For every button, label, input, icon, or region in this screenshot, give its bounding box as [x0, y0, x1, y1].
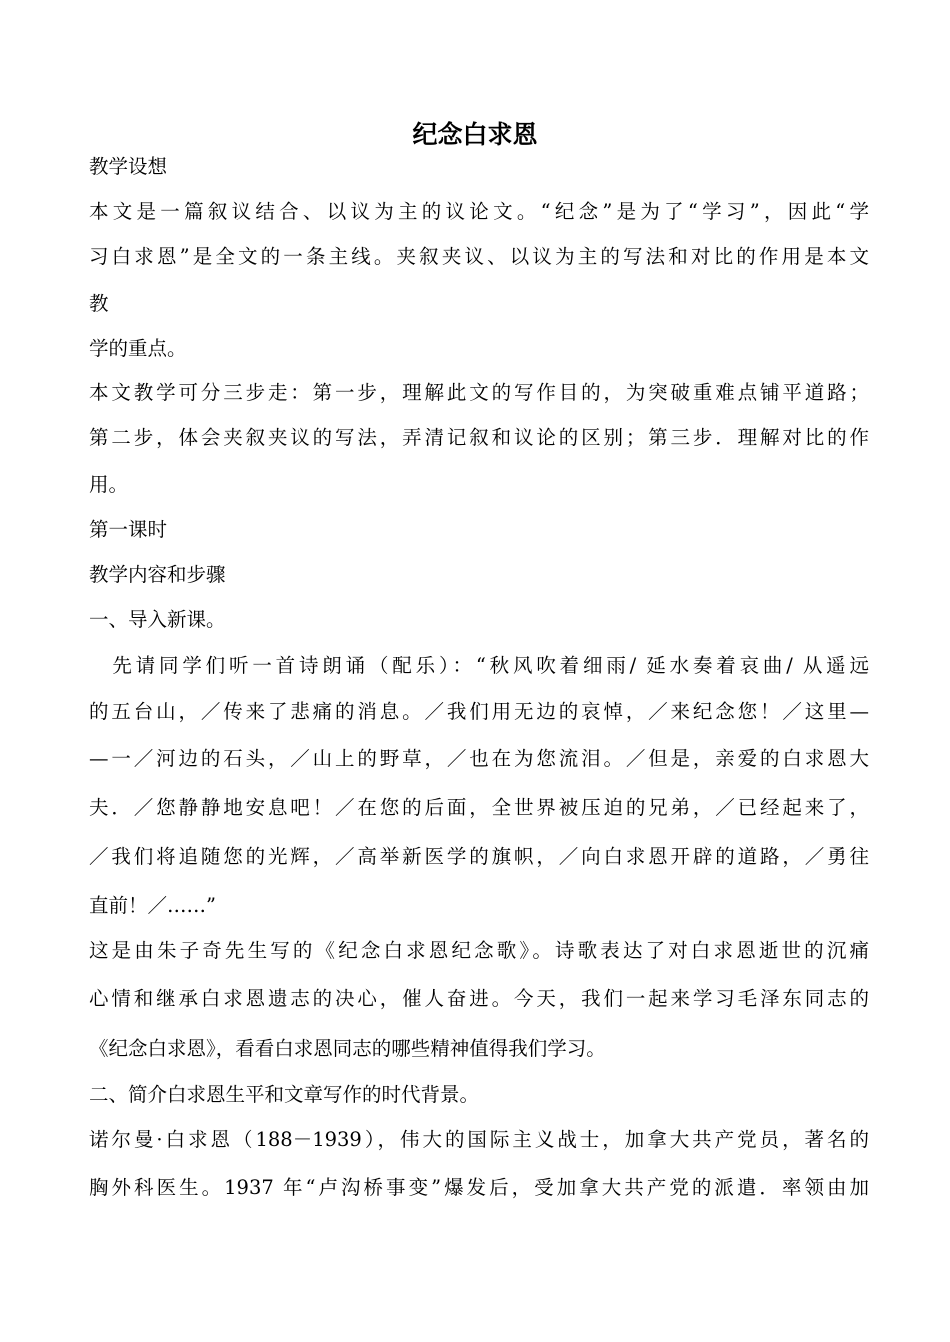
paragraph-line: 《纪念白求恩》，看看白求恩同志的哪些精神值得我们学习。	[89, 1037, 606, 1060]
paragraph-line: 学的重点。	[89, 337, 187, 360]
poem-line: 先请同学们听一首诗朗诵（配乐）：“秋风吹着细雨/ 延水奏着哀曲/ 从遥远	[89, 654, 869, 677]
section-heading-first-lesson: 第一课时	[89, 518, 168, 541]
paragraph-line: 本文是一篇叙议结合、以议为主的议论文。“纪念”是为了“学习”，因此“学	[89, 200, 869, 223]
page-title: 纪念白求恩	[412, 120, 538, 149]
poem-line: ／我们将追随您的光辉，／高举新医学的旗帜，／向白求恩开辟的道路，／勇往	[89, 845, 869, 868]
section-heading-teaching-idea: 教学设想	[89, 155, 168, 178]
poem-line: 的五台山，／传来了悲痛的消息。／我们用无边的哀悼，／来纪念您！／这里—	[89, 700, 869, 723]
paragraph-line: 教	[89, 292, 109, 315]
paragraph-line: 心情和继承白求恩遗志的决心，催人奋进。今天，我们一起来学习毛泽东同志的	[89, 987, 869, 1010]
paragraph-line: 习白求恩”是全文的一条主线。夹叙夹议、以议为主的写法和对比的作用是本文	[89, 245, 869, 268]
paragraph-line: 用。	[89, 473, 129, 496]
poem-line: 夫．／您静静地安息吧！／在您的后面，全世界被压迫的兄弟，／已经起来了，	[89, 796, 869, 819]
paragraph-line: 诺尔曼·白求恩（188－1939），伟大的国际主义战士，加拿大共产党员，著名的	[89, 1128, 869, 1151]
paragraph-line: 第二步，体会夹叙夹议的写法，弄清记叙和议论的区别；第三步．理解对比的作	[89, 426, 869, 449]
section-heading-content-steps: 教学内容和步骤	[89, 563, 226, 586]
paragraph-line: 这是由朱子奇先生写的《纪念白求恩纪念歌》。诗歌表达了对白求恩逝世的沉痛	[89, 939, 869, 962]
poem-line: —一／河边的石头，／山上的野草，／也在为您流泪。／但是，亲爱的白求恩大	[89, 747, 869, 770]
section-heading-background: 二、简介白求恩生平和文章写作的时代背景。	[89, 1083, 480, 1106]
poem-line: 直前！／……”	[89, 894, 216, 917]
paragraph-line: 胸外科医生。1937 年“卢沟桥事变”爆发后，受加拿大共产党的派遣．率领由加	[89, 1176, 869, 1199]
paragraph-line: 本文教学可分三步走：第一步，理解此文的写作目的，为突破重难点铺平道路；	[89, 381, 869, 404]
section-heading-intro: 一、导入新课。	[89, 608, 226, 631]
